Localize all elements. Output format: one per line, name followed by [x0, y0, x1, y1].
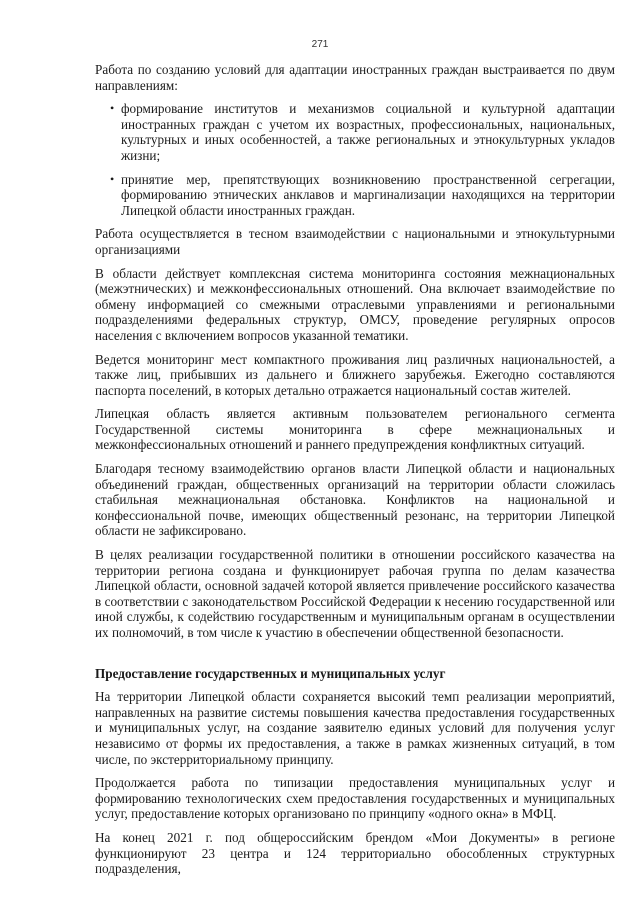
- bullet-text: принятие мер, препятствующих возникновению пространственной сегрегации, формированию этнических анклавов и маргинализации находящихся на территории Липецкой области иностранных граждан.: [121, 171, 615, 218]
- bullet-item: [95, 172, 615, 219]
- paragraph: Ведется мониторинг мест компактного проживания лиц различных национальностей, а также лиц, прибывших из дальнего и ближнего зарубежья. Ежегодно составляются паспорта поселений, в которых детально отражается национальный состав жителей.: [95, 351, 615, 398]
- paragraph: Липецкая область является активным пользователем регионального сегмента Государственной системы мониторинга в сфере межнациональных и межконфессиональных отношений и раннего предупреждения конфликтных ситуаций.: [95, 406, 615, 453]
- bullet-icon: •: [110, 101, 115, 116]
- paragraph: Благодаря тесному взаимодействию органов власти Липецкой области и национальных объединений граждан, общественных организаций на территории области сложилась стабильная межнациональная обстановка. Конфликтов на национальной и конфессиональной почве, имеющих общественный резонанс, на территории Липецкой области не зафиксировано.: [95, 461, 615, 539]
- paragraph: Работа осуществляется в тесном взаимодействии с национальными и этнокультурными организациями: [95, 226, 615, 257]
- intro-paragraph: Работа по созданию условий для адаптации иностранных граждан выстраивается по двум направлениям:: [95, 62, 615, 93]
- bullet-list: [95, 101, 615, 218]
- bullet-icon: •: [110, 171, 115, 186]
- section-paragraph: На территории Липецкой области сохраняется высокий темп реализации мероприятий, направленных на развитие системы повышения качества предоставления государственных и муниципальных услуг, на создание заявителю единых условий для получения услуг независимо от формы их предоставления, а также в рамках жизненных ситуаций, в том числе, по экстерриториальному принципу.: [95, 689, 615, 767]
- page-number: 271: [311, 39, 329, 50]
- bullet-text: формирование институтов и механизмов социальной и культурной адаптации иностранных граждан с учетом их возрастных, профессиональных, национальных, культурных и иных особенностей, а также региональных и этнокультурных укладов жизни;: [121, 101, 615, 163]
- bullet-item: [95, 101, 615, 163]
- section-heading: Предоставление государственных и муниципальных услуг: [95, 665, 446, 681]
- paragraph: В области действует комплексная система мониторинга состояния межнациональных (межэтнических) и межконфессиональных отношений. Она включает взаимодействие по обмену информацией со смежными отраслевыми управлениями и региональными подразделениями федеральных структур, ОМСУ, проведение регулярных опросов населения с включением вопросов указанной тематики.: [95, 265, 615, 343]
- page-content: [95, 62, 615, 885]
- section-paragraph: На конец 2021 г. под общероссийским брендом «Мои Документы» в регионе функционируют 23 центра и 124 территориально обособленных структурных подразделения,: [95, 829, 615, 877]
- paragraph: В целях реализации государственной политики в отношении российского казачества на территории региона создана и функционирует рабочая группа по делам казачества Липецкой области, основной задачей которой является привлечение российского казачества в соответствии с законодательством Российской Федерации к несению государственной или иной службы, к содействию государственным и муниципальным органам в осуществлении их полномочий, в том числе к участию в обеспечении общественной безопасности.: [95, 547, 615, 640]
- section-paragraph: Продолжается работа по типизации предоставления муниципальных услуг и формированию технологических схем предоставления государственных и муниципальных услуг, предоставление которых организовано по принципу «одного окна» в МФЦ.: [95, 775, 615, 822]
